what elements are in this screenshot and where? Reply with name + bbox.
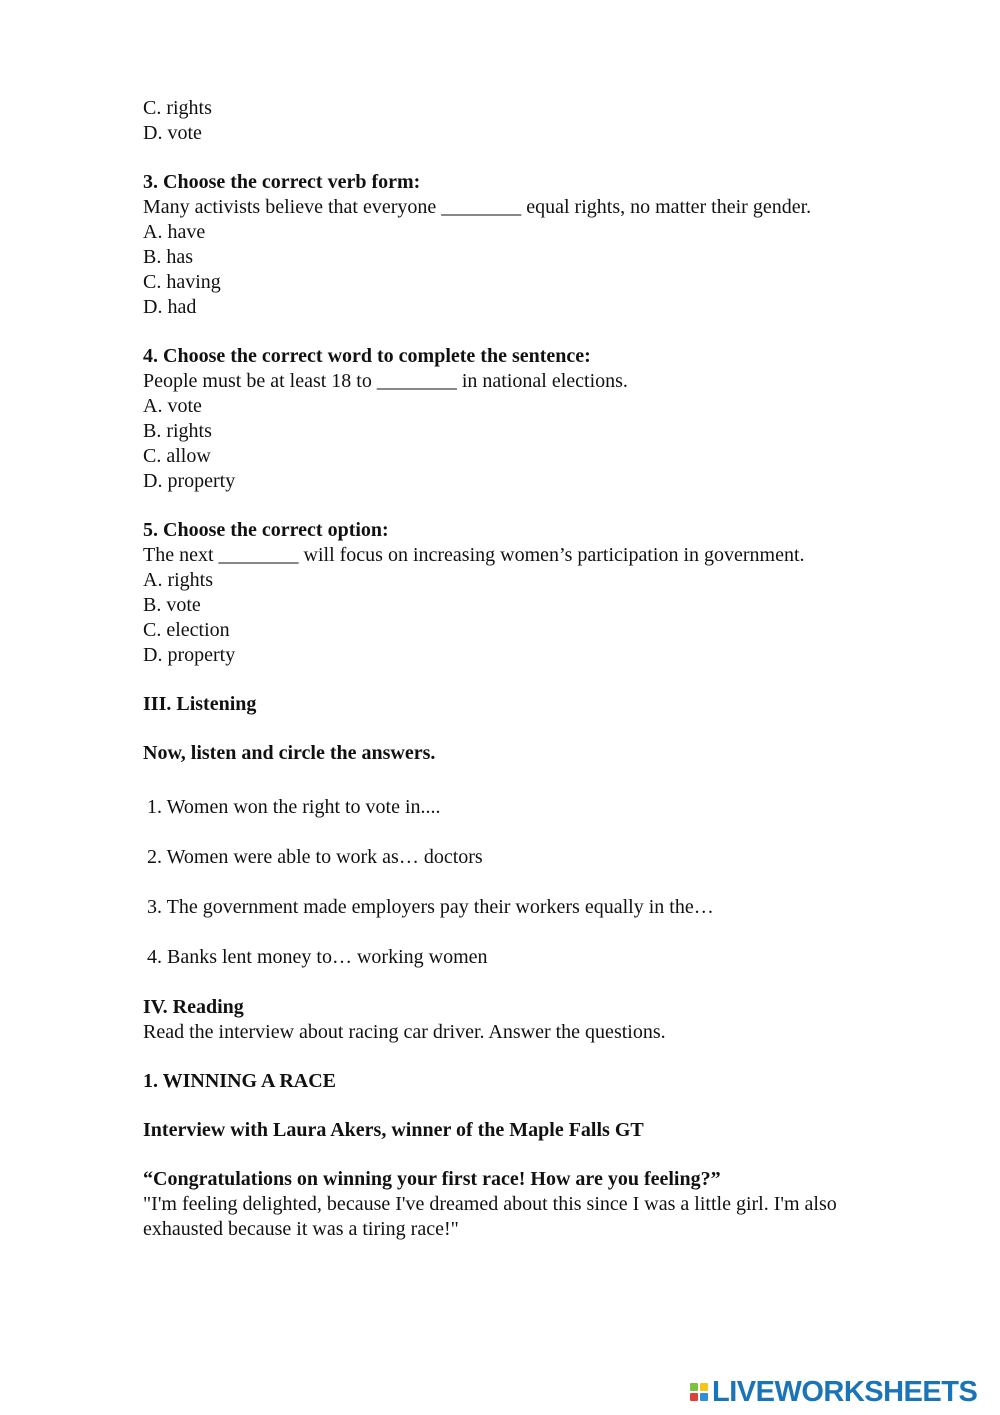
q2-option-c: C. rights — [143, 97, 212, 119]
q4-option-d: D. property — [143, 470, 236, 492]
q4-option-a: A. vote — [143, 395, 202, 417]
interview-question: “Congratulations on winning your first race! How are you feeling?” — [143, 1168, 721, 1190]
q4-option-b: B. rights — [143, 420, 212, 442]
liveworksheets-logo-icon — [690, 1383, 708, 1401]
liveworksheets-logo — [690, 1376, 977, 1408]
logo-text: LIVEWORKSHEETS — [712, 1375, 978, 1408]
listening-item-4: 4. Banks lent money to… working women — [147, 946, 488, 968]
interview-answer: "I'm feeling delighted, because I've dreamed about this since I was a little girl. I'm also exhausted because it was a tiring race!" — [143, 1193, 837, 1240]
q4-option-c: C. allow — [143, 445, 211, 467]
q4-sentence: People must be at least 18 to ________ in national elections. — [143, 370, 628, 392]
q3-option-c: C. having — [143, 271, 221, 293]
q5-title: 5. Choose the correct option: — [143, 519, 389, 541]
q5-option-c: C. election — [143, 619, 230, 641]
listening-heading: III. Listening — [143, 693, 257, 715]
reading-section-title: 1. WINNING A RACE — [143, 1070, 336, 1092]
reading-instruction: Read the interview about racing car driver. Answer the questions. — [143, 1021, 666, 1043]
q5-option-d: D. property — [143, 644, 236, 666]
q3-option-b: B. has — [143, 246, 193, 268]
listening-instruction: Now, listen and circle the answers. — [143, 742, 436, 764]
q5-option-a: A. rights — [143, 569, 213, 591]
listening-item-3: 3. The government made employers pay their workers equally in the… — [147, 896, 714, 918]
q3-title: 3. Choose the correct verb form: — [143, 171, 421, 193]
q5-option-b: B. vote — [143, 594, 201, 616]
q5-sentence: The next ________ will focus on increasing women’s participation in government. — [143, 544, 805, 566]
reading-heading: IV. Reading — [143, 996, 244, 1018]
q2-option-d: D. vote — [143, 122, 202, 144]
interview-title: Interview with Laura Akers, winner of the Maple Falls GT — [143, 1119, 644, 1141]
worksheet-page — [143, 96, 923, 1242]
listening-item-1: 1. Women won the right to vote in.... — [147, 796, 441, 818]
q3-option-a: A. have — [143, 221, 206, 243]
q3-sentence: Many activists believe that everyone ________ equal rights, no matter their gender. — [143, 196, 812, 218]
listening-item-2: 2. Women were able to work as… doctors — [147, 846, 483, 868]
q4-title: 4. Choose the correct word to complete the sentence: — [143, 345, 591, 367]
q3-option-d: D. had — [143, 296, 197, 318]
